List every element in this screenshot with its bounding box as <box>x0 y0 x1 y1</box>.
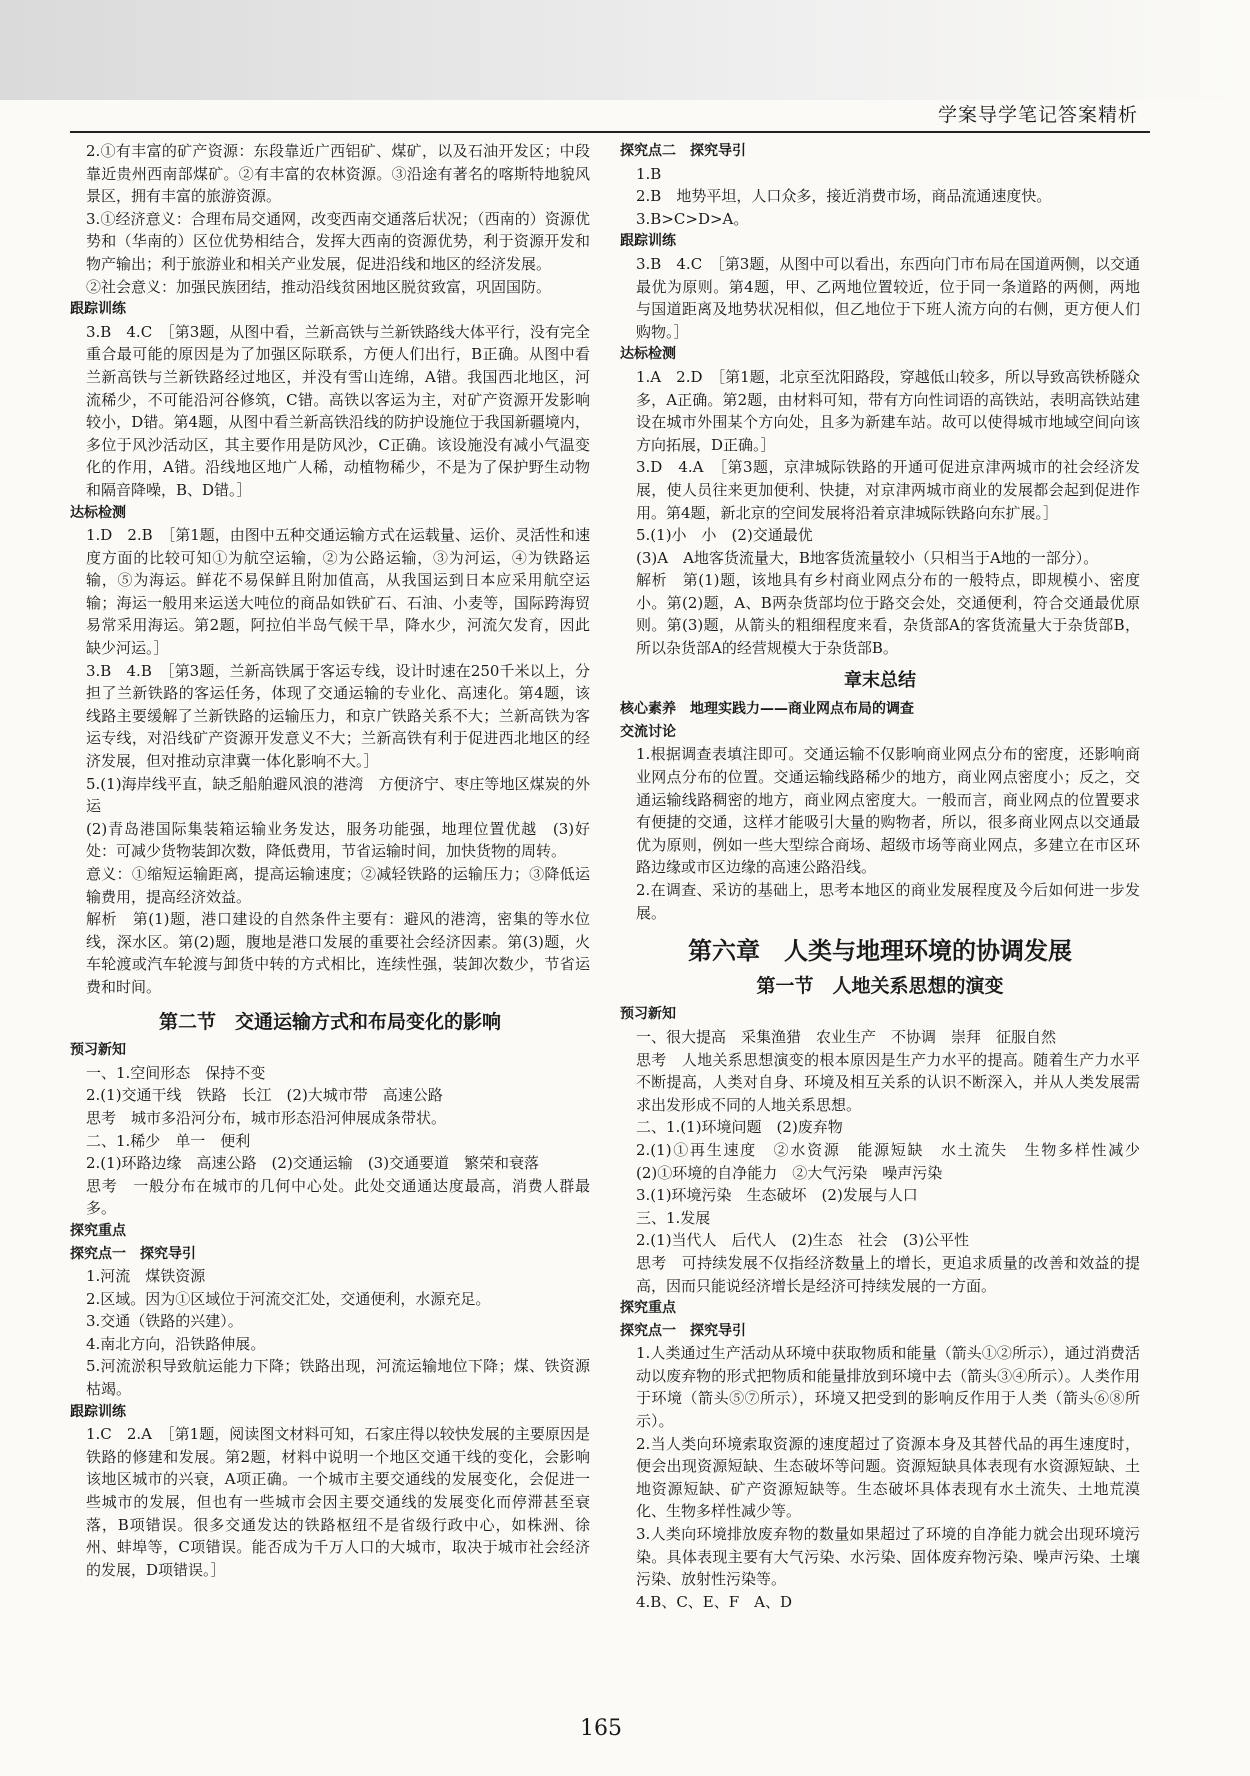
left-column <box>70 140 590 1581</box>
summary-subtitle: 核心素养 地理实践力——商业网点布局的调查 <box>620 701 914 718</box>
para: 思考 一般分布在城市的几何中心处。此处交通通达度最高，消费人群最多。 <box>86 1176 590 1218</box>
para: 1.B <box>636 164 662 183</box>
para: 1.根据调查表填注即可。交通运输不仅影响商业网点分布的密度，还影响商业网点分布的位置。交通运输线路稀少的地方，商业网点密度小；反之，交通运输线路稠密的地方，商业网点密度大。一般而言，商业网点的位置要求有便捷的交通，这样才能吸引大量的购物者，所以，很多商业网点以交通最优为原则，例如一些大型综合商场、超级市场等商业网点，多建立在市区环路边缘或市区边缘的高速公路沿线。 <box>636 745 1140 877</box>
para: 一、很大提高 采集渔猎 农业生产 不协调 崇拜 征服自然 <box>636 1027 1057 1046</box>
para: 4.B、C、E、F A、D <box>636 1592 793 1611</box>
para: (3)A A地客货流量大，B地客货流量较小（只相当于A地的一部分）。 <box>636 548 1099 567</box>
para: 2.在调查、采访的基础上，思考本地区的商业发展程度及今后如何进一步发展。 <box>636 881 1140 922</box>
para: 3.(1)环境污染 生态破坏 (2)发展与人口 <box>636 1186 918 1205</box>
para: (2)青岛港国际集装箱运输业务发达，服务功能强，地理位置优越 (3)好处：可减少货物装卸次数，降低费用，节省运输时间，加快货物的周转。 <box>86 819 590 861</box>
para: ②社会意义：加强民族团结，推动沿线贫困地区脱贫致富，巩固国防。 <box>86 277 552 296</box>
para: 思考 可持续发展不仅指经济数量上的增长，更追求质量的改善和效益的提高，因而只能说经济增长是经济可持续发展的一方面。 <box>636 1253 1140 1295</box>
para: 解析 第(1)题，港口建设的自然条件主要有：避风的港湾，密集的等水位线，深水区。第(2)题，腹地是港口发展的重要社会经济因素。第(3)题，火车轮渡或汽车轮渡与卸货中转的方式相比，连续性强，装卸次数少，节省运费和时间。 <box>86 910 590 996</box>
para: 2.当人类向环境索取资源的速度超过了资源本身及其替代品的再生速度时，便会出现资源短缺、生态破坏等问题。资源短缺具体表现有水资源短缺、土地资源短缺、矿产资源短缺等。生态破坏具体表现有水土流失、土地荒漠化、生物多样性减少等。 <box>636 1434 1140 1521</box>
header-rule <box>70 131 1150 133</box>
para: 3.人类向环境排放废弃物的数量如果超过了环境的自净能力就会出现环境污染。具体表现主要有大气污染、水污染、固体废弃物污染、噪声污染、土壤污染、放射性污染等。 <box>636 1525 1140 1589</box>
label-discussion: 交流讨论 <box>620 723 676 740</box>
section-title: 第一节 人地关系思想的演变 <box>756 974 1004 997</box>
para: 3.交通（铁路的兴建）。 <box>86 1312 243 1331</box>
para: 5.(1)小 小 (2)交通最优 <box>636 526 813 545</box>
label-tracking-training: 跟踪训练 <box>620 233 676 250</box>
label-point-one: 探究点一 探究导引 <box>70 1245 196 1262</box>
header-title: 学案导学笔记答案精析 <box>937 104 1138 126</box>
page-number: 165 <box>580 1716 622 1741</box>
para: 3.①经济意义：合理布局交通网，改变西南交通落后状况；（西南的）资源优势和（华南的）区位优势相结合，发挥大西南的资源优势，利于资源开发和物产输出；利于旅游业和相关产业发展，促进沿线和地区的经济发展。 <box>86 209 590 273</box>
label-standard-check: 达标检测 <box>70 504 126 521</box>
para: 2.(1)①再生速度 ②水资源 能源短缺 水土流失 生物多样性减少 (2)①环境的自净能力 ②大气污染 噪声污染 <box>636 1140 1156 1182</box>
para: 3.B>C>D>A。 <box>636 209 749 228</box>
para: 1.D 2.B ［第1题，由图中五种交通运输方式在运载量、运价、灵活性和速度方面的比较可知①为航空运输，②为公路运输，③为河运，④为铁路运输，⑤为海运。鲜花不易保鲜且附加值高，从我国运到日本应采用航空运输；海运一般用来运送大吨位的商品如铁矿石、石油、小麦等，国际跨海贸易常采用海运。第2题，阿拉伯半岛气候干旱，降水少，河流欠发育，因此缺少河运。］ <box>86 526 590 658</box>
para: 3.B 4.C ［第3题，从图中可以看出，东西向门市布局在国道两侧，以交通最优为原则。第4题，甲、乙两地位置较近，位于同一条道路的两侧，两地与国道距离及地势状况相似，但乙地位于下班人流方向的右侧，更方便人们购物。］ <box>636 254 1140 341</box>
label-tracking-training: 跟踪训练 <box>70 301 126 318</box>
para: 二、1.稀少 单一 便利 <box>86 1131 251 1150</box>
para: 思考 城市多沿河分布，城市形态沿河伸展成条带状。 <box>86 1108 447 1127</box>
header-scan-shade <box>0 0 1250 100</box>
para: 3.D 4.A ［第3题，京津城际铁路的开通可促进京津两城市的社会经济发展，使人员往来更加便利、快捷，对京津两城市商业的发展都会起到促进作用。第4题，新北京的空间发展将沿着京津城际铁路向东扩展。］ <box>636 458 1140 522</box>
label-preview: 预习新知 <box>620 1006 676 1023</box>
para: 1.A 2.D ［第1题，北京至沈阳路段，穿越低山较多，所以导致高铁桥隧众多，A正确。第2题，由材料可知，带有方向性词语的高铁站，表明高铁站建设在城市外围某个方向处，且多为新建车站。故可以使得城市地域空间向该方向拓展，D正确。］ <box>636 367 1140 454</box>
para: 二、1.(1)环境问题 (2)废弃物 <box>636 1118 843 1137</box>
para: 2.(1)当代人 后代人 (2)生态 社会 (3)公平性 <box>636 1231 970 1250</box>
para: 4.南北方向，沿铁路伸展。 <box>86 1334 266 1353</box>
para: 1.人类通过生产活动从环境中获取物质和能量（箭头①②所示），通过消费活动以废弃物的形式把物质和能量排放到环境中去（箭头③④所示）。人类作用于环境（箭头⑤⑦所示），环境又把受到的影响反作用于人类（箭头⑥⑧所示）。 <box>636 1344 1140 1431</box>
label-point-one: 探究点一 探究导引 <box>620 1322 746 1339</box>
para: 3.B 4.B ［第3题，兰新高铁属于客运专线，设计时速在250千米以上，分担了兰新铁路的客运任务，体现了交通运输的专业化、高速化。第4题，该线路主要缓解了兰新铁路的运输压力，和京广铁路关系不大；兰新高铁为客运专线，对沿线矿产资源开发意义不大；兰新高铁有利于促进西北地区的经济发展，但对推动京津冀一体化影响不大。］ <box>86 661 590 771</box>
para: 2.区域。因为①区域位于河流交汇处，交通便利，水源充足。 <box>86 1289 491 1308</box>
para: 1.河流 煤铁资源 <box>86 1267 206 1286</box>
para: 一、1.空间形态 保持不变 <box>86 1063 266 1082</box>
chapter-title: 第六章 人类与地理环境的协调发展 <box>688 937 1072 966</box>
label-preview: 预习新知 <box>70 1042 126 1059</box>
right-column <box>620 140 1156 1613</box>
summary-title: 章末总结 <box>844 669 916 691</box>
para: 2.①有丰富的矿产资源：东段靠近广西铝矿、煤矿，以及石油开发区；中段靠近贵州西南部煤矿。②有丰富的农林资源。③沿途有著名的喀斯特地貌风景区，拥有丰富的旅游资源。 <box>86 142 590 206</box>
label-standard-check: 达标检测 <box>620 346 676 363</box>
para: 2.B 地势平坦，人口众多，接近消费市场，商品流通速度快。 <box>636 187 1052 206</box>
para: 2.(1)环路边缘 高速公路 (2)交通运输 (3)交通要道 繁荣和衰落 <box>86 1154 540 1173</box>
label-key-points: 探究重点 <box>620 1300 676 1317</box>
para: 5.(1)海岸线平直，缺乏船舶避风浪的港湾 方便济宁、枣庄等地区煤炭的外运 <box>86 774 590 816</box>
para: 2.(1)交通干线 铁路 长江 (2)大城市带 高速公路 <box>86 1086 443 1105</box>
label-key-points: 探究重点 <box>70 1222 126 1239</box>
para: 三、1.发展 <box>636 1208 711 1227</box>
para: 1.C 2.A ［第1题，阅读图文材料可知，石家庄得以较快发展的主要原因是铁路的修建和发展。第2题，材料中说明一个地区交通干线的变化，会影响该地区城市的兴衰，A项正确。一个城市主要交通线的发展变化，会促进一些城市的发展，但也有一些城市会因主要交通线的发展变化而停滞甚至衰落，B项错误。很多交通发达的铁路枢纽不是省级行政中心，如株洲、徐州、蚌埠等，C项错误。能否成为千万人口的大城市，取决于城市社会经济的发展，D项错误。］ <box>86 1425 590 1579</box>
para: 5.河流淤积导致航运能力下降；铁路出现，河流运输地位下降；煤、铁资源枯竭。 <box>86 1357 590 1399</box>
para: 思考 人地关系思想演变的根本原因是生产力水平的提高。随着生产力水平不断提高，人类对自身、环境及相互关系的认识不断深入，并从人类发展需求出发形成不同的人地关系思想。 <box>636 1050 1140 1114</box>
para: 3.B 4.C ［第3题，从图中看，兰新高铁与兰新铁路线大体平行，没有完全重合最可能的原因是为了加强区际联系，方便人们出行，B正确。从图中看兰新高铁与兰新铁路经过地区，并没有雪山连绵，A错。我国西北地区，河流稀少，不可能沿河谷修筑，C错。高铁以客运为主，对矿产资源开发影响较小，D错。第4题，从图中看兰新高铁沿线的防护设施位于我国新疆境内，多位于风沙活动区，其主要作用是防风沙，C正确。该设施没有减小气温变化的作用，A错。沿线地区地广人稀，动植物稀少，不是为了保护野生动物和隔音降噪，B、D错。］ <box>86 322 590 499</box>
label-tracking-training: 跟踪训练 <box>70 1403 126 1420</box>
label-point-two: 探究点二 探究导引 <box>620 143 746 159</box>
section-title: 第二节 交通运输方式和布局变化的影响 <box>158 1010 501 1033</box>
para: 解析 第(1)题，该地具有乡村商业网点分布的一般特点，即规模小、密度小。第(2)题，A、B两杂货部均位于路交会处，交通便利，符合交通最优原则。第(3)题，从箭头的粗细程度来看，杂货部A的客货流量大于杂货部B，所以杂货部A的经营规模大于杂货部B。 <box>636 571 1140 658</box>
para: 意义：①缩短运输距离，提高运输速度；②减轻铁路的运输压力；③降低运输费用，提高经济效益。 <box>86 865 590 906</box>
